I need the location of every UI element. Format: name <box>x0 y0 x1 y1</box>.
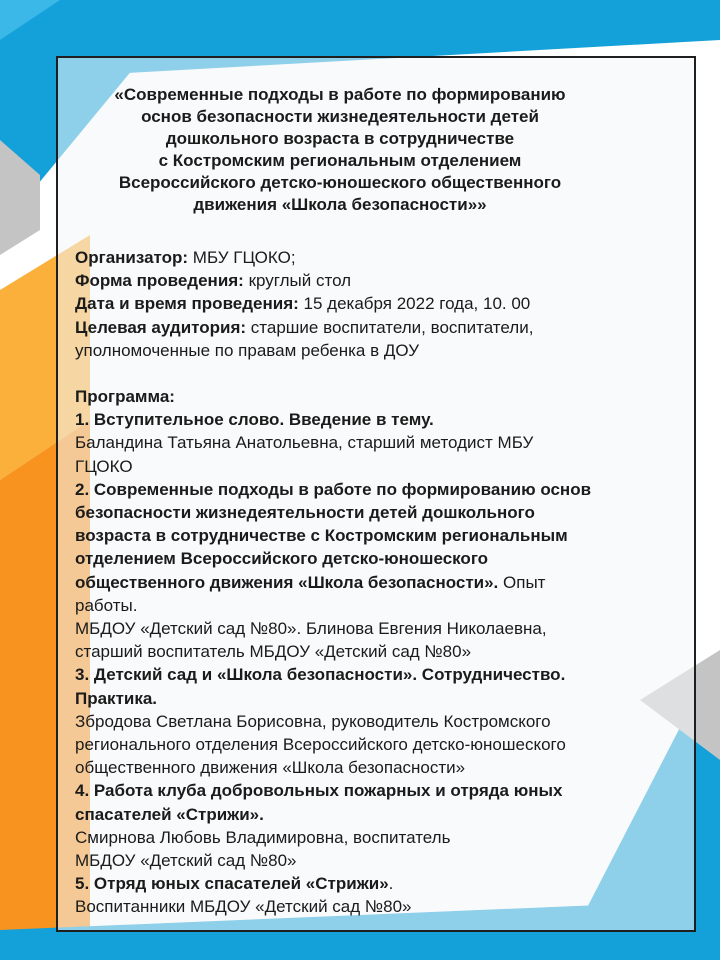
program-item-detail: МБДОУ «Детский сад №80» <box>75 851 297 871</box>
program-item-tail: . <box>388 874 394 894</box>
program-item-detail: Воспитанники МБДОУ «Детский сад №80» <box>75 897 412 917</box>
title-line: Всероссийского детско-юношеского общественного <box>118 173 562 192</box>
program-item-title-row <box>75 571 690 594</box>
audience-row <box>75 316 690 339</box>
organizer-label: Организатор: <box>75 248 189 267</box>
organizer-value: МБУ ГЦОКО; <box>188 248 296 267</box>
organizer-row <box>75 246 690 269</box>
datetime-row <box>75 292 690 315</box>
form-row <box>75 269 690 292</box>
program-item-detail: старший воспитатель МБДОУ «Детский сад №80» <box>75 642 472 662</box>
title-line: движения «Школа безопасности»» <box>193 195 487 214</box>
form-label: Форма проведения: <box>75 271 244 291</box>
program-item-detail: Баландина Татьяна Анатольевна, старший методист МБУ <box>75 433 534 453</box>
title-line: основ безопасности жизнедеятельности детей <box>141 107 539 126</box>
audience-row-continued: уполномоченные по правам ребенка в ДОУ <box>75 340 420 360</box>
program-item-title: 2. Современные подходы в работе по формированию основ <box>75 479 592 499</box>
program-item-detail: регионального отделения Всероссийского детско-юношеского <box>75 735 566 755</box>
audience-value: старшие воспитатели, воспитатели, <box>246 317 534 337</box>
program-item-title: спасателей «Стрижи». <box>75 804 264 824</box>
program-item-title: 3. Детский сад и «Школа безопасности». Сотрудничество. <box>75 665 566 685</box>
program-item-title: отделением Всероссийского детско-юношеского <box>75 549 489 569</box>
program-item-detail: ГЦОКО <box>75 456 133 476</box>
title-line: «Современные подходы в работе по формированию <box>114 85 566 104</box>
program-item-title-row <box>75 872 690 895</box>
program-item-title: 1. Вступительное слово. Введение в тему. <box>75 410 434 430</box>
title-line: дошкольного возраста в сотрудничестве <box>165 129 515 148</box>
program-item-detail: Збродова Светлана Борисовна, руководитель Костромского <box>75 711 551 731</box>
program-item-detail: Смирнова Любовь Владимировна, воспитатель <box>75 827 451 847</box>
form-value: круглый стол <box>243 271 352 291</box>
program-item-title: 5. Отряд юных спасателей «Стрижи» <box>75 874 389 894</box>
datetime-label: Дата и время проведения: <box>75 294 299 314</box>
program-item-detail: общественного движения «Школа безопасности» <box>75 758 466 778</box>
program-item-title: общественного движения «Школа безопасности». <box>75 572 499 592</box>
datetime-value: 15 декабря 2022 года, 10. 00 <box>298 294 531 314</box>
program-heading: Программа: <box>75 387 175 407</box>
spacer <box>75 362 690 385</box>
program-item-title: безопасности жизнедеятельности детей дошкольного <box>75 503 535 523</box>
title-line: с Костромским региональным отделением <box>158 151 522 170</box>
program-item-detail: работы. <box>75 595 138 615</box>
event-details <box>75 246 690 919</box>
program-item-detail: МБДОУ «Детский сад №80». Блинова Евгения Николаевна, <box>75 619 547 639</box>
event-title <box>60 84 620 216</box>
audience-label: Целевая аудитория: <box>75 317 247 337</box>
program-item-tail: Опыт <box>498 572 546 592</box>
program-item-title: Практика. <box>75 688 158 708</box>
program-item-title: возраста в сотрудничестве с Костромским региональным <box>75 526 568 546</box>
program-item-title: 4. Работа клуба добровольных пожарных и отряда юных <box>75 781 563 801</box>
